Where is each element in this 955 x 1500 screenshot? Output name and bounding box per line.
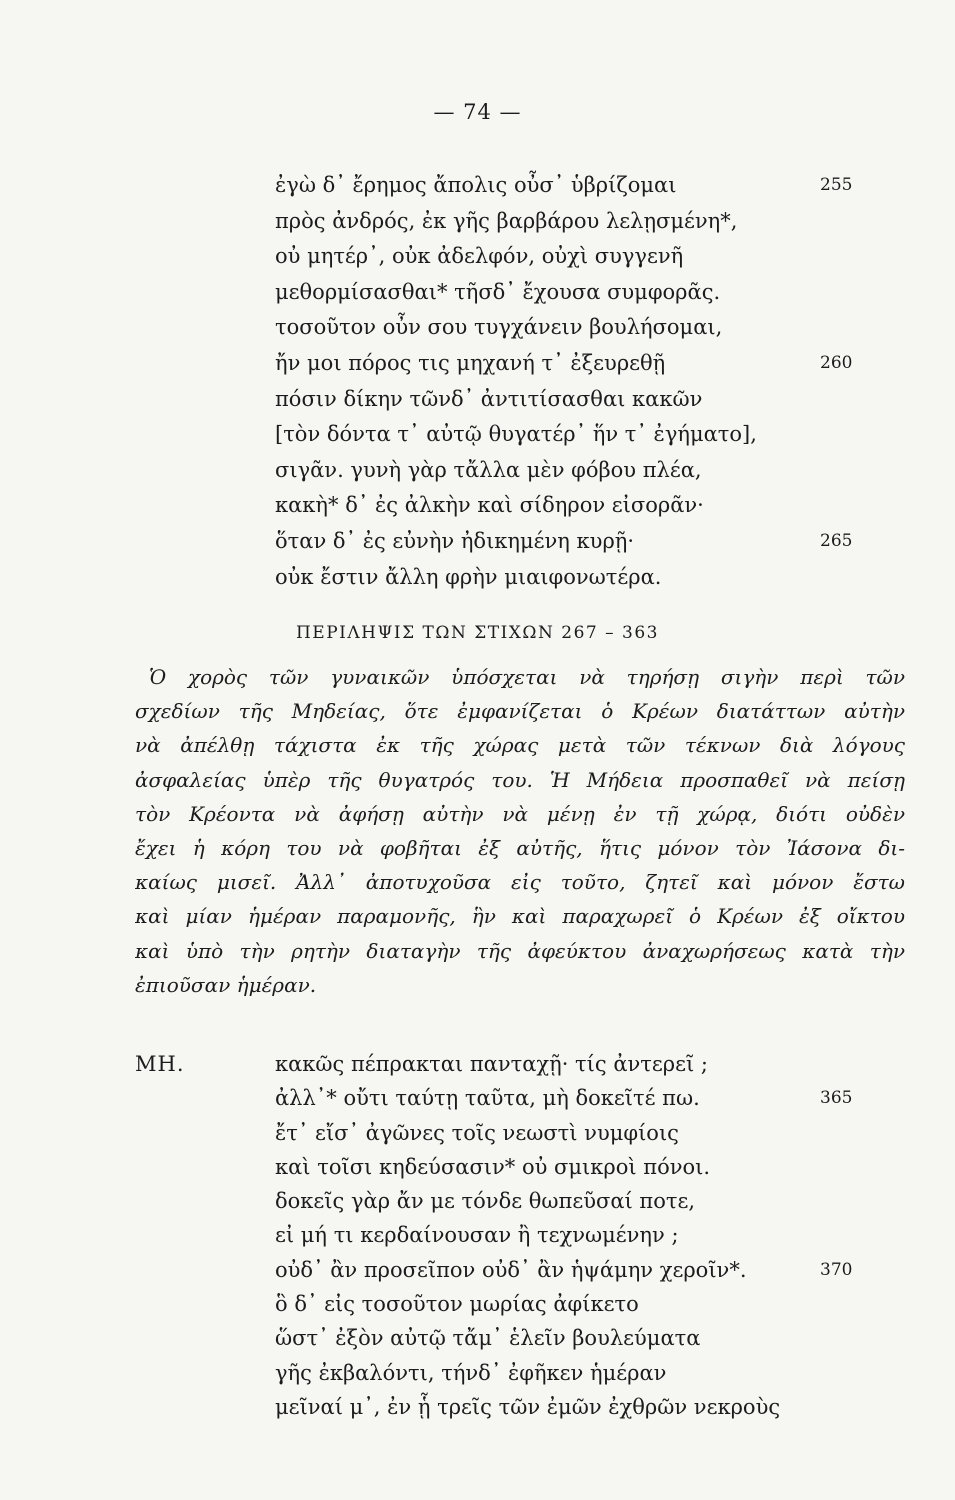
verse-text: σιγᾶν. γυνὴ γὰρ τἄλλα μὲν φόβου πλέα, [275,457,702,482]
speaker-label: ΜΗ. [135,1052,185,1076]
summary-line: Ὁ χορὸς τῶν γυναικῶν ὑπόσχεται νὰ τηρήσῃ σιγὴν περὶ τῶν [149,665,905,689]
verse-line [275,1253,875,1287]
line-number: 255 [820,175,853,195]
verse-line [275,168,875,204]
line-number: 370 [820,1259,853,1280]
page-number: — 74 — [433,100,522,124]
verse-text: πόσιν δίκην τῶνδ᾽ ἀντιτίσασθαι κακῶν [275,386,703,411]
verse-text: ὅταν δ᾽ ἐς εὐνὴν ἠδικημένη κυρῇ· [275,528,635,553]
line-number: 260 [820,352,853,373]
verse-text: ἀλλ᾽* οὔτι ταύτῃ ταῦτα, μὴ δοκεῖτέ πω. [275,1086,700,1111]
verse-line [275,382,875,418]
verse-line [275,1081,875,1115]
verse-text: κακῶς πέπρακται πανταχῇ· τίς ἀντερεῖ ; [275,1052,708,1076]
verse-text: ἤν μοι πόρος τις μηχανή τ᾽ ἐξευρεθῇ [275,350,666,375]
verse-text: μεῖναί μ᾽, ἐν ᾗ τρεῖς τῶν ἐμῶν ἐχθρῶν νεκροὺς [275,1394,781,1419]
verse-line [275,417,875,453]
verse-text: ὥστ᾽ ἐξὸν αὐτῷ τἄμ᾽ ἑλεῖν βουλεύματα [275,1326,701,1351]
verse-text: μεθορμίσασθαι* τῆσδ᾽ ἔχουσα συμφορᾶς. [275,279,721,304]
verse-text: οὐδ᾽ ἂν προσεῖπον οὐδ᾽ ἂν ἡψάμην χεροῖν*. [275,1257,747,1282]
verse-text: ὃ δ᾽ εἰς τοσοῦτον μωρίας ἀφίκετο [275,1292,639,1317]
verse-text: καὶ τοῖσι κηδεύσασιν* οὐ σμικροὶ πόνοι. [275,1154,711,1179]
verse-block-1 [275,168,875,595]
summary-line: τὸν Κρέοντα νὰ ἀφήσῃ αὐτὴν νὰ μένῃ ἐν τῇ χώρᾳ, διότι οὐδὲν [135,801,905,826]
summary-line: ἐπιοῦσαν ἡμέραν. [135,972,317,997]
line-number: 365 [820,1088,853,1109]
summary-line: ἀσφαλείας ὑπὲρ τῆς θυγατρός του. Ἡ Μήδεια προσπαθεῖ νὰ πείσῃ [135,767,905,792]
summary-line: καὶ μίαν ἡμέραν παραμονῆς, ἣν καὶ παραχωρεῖ ὁ Κρέων ἐξ οἴκτου [135,904,905,929]
verse-line [275,1356,875,1390]
verse-line [275,1184,875,1218]
verse-text: εἰ μή τι κερδαίνουσαν ἢ τεχνωμένην ; [275,1223,679,1248]
verse-text: τοσοῦτον οὖν σου τυγχάνειν βουλήσομαι, [275,315,723,340]
summary-paragraph [135,660,905,1002]
verse-line [275,239,875,275]
verse-line [275,275,875,311]
summary-line: καίως μισεῖ. Ἀλλ᾽ ἀποτυχοῦσα εἰς τοῦτο, ζητεῖ καὶ μόνον ἔστω [135,870,905,895]
verse-text: ἐγὼ δ᾽ ἔρημος ἄπολις οὖσ᾽ ὑβρίζομαι [275,173,677,197]
verse-line [275,204,875,240]
verse-line [275,488,875,524]
verse-line [275,1047,875,1081]
verse-block-2 [275,1047,875,1424]
verse-text: [τὸν δόντα τ᾽ αὐτῷ θυγατέρ᾽ ἥν τ᾽ ἐγήματο], [275,422,757,447]
verse-line [275,453,875,489]
verse-line [275,346,875,382]
summary-line: καὶ ὑπὸ τὴν ρητὴν διαταγὴν τῆς ἀφεύκτου ἀναχωρήσεως κατὰ τὴν [135,938,905,963]
verse-line [275,310,875,346]
verse-text: ἔτ᾽ εἴσ᾽ ἀγῶνες τοῖς νεωστὶ νυμφίοις [275,1120,679,1145]
verse-text: οὐ μητέρ᾽, οὐκ ἀδελφόν, οὐχὶ συγγενῆ [275,244,684,269]
verse-line [275,1321,875,1355]
summary-line: σχεδίων τῆς Μηδείας, ὅτε ἐμφανίζεται ὁ Κρέων διατάττων αὐτὴν [135,699,905,724]
verse-text: οὐκ ἔστιν ἄλλη φρὴν μιαιφονωτέρα. [275,564,662,589]
verse-line [275,1287,875,1321]
summary-line: νὰ ἀπέλθῃ τάχιστα ἐκ τῆς χώρας μετὰ τῶν τέκνων διὰ λόγους [135,733,905,758]
summary-line: ἔχει ἡ κόρη του νὰ φοβῆται ἐξ αὐτῆς, ἥτις μόνον τὸν Ἰάσονα δι- [135,835,905,860]
verse-text: πρὸς ἀνδρός, ἐκ γῆς βαρβάρου λελῃσμένη*, [275,208,738,233]
verse-line [275,1390,875,1424]
verse-text: γῆς ἐκβαλόντι, τήνδ᾽ ἐφῆκεν ἡμέραν [275,1360,667,1385]
line-number: 265 [820,530,853,551]
verse-line [275,524,875,560]
verse-line [275,1116,875,1150]
summary-heading: ΠΕΡΙΛΗΨΙΣ ΤΩΝ ΣΤΙΧΩΝ 267 – 363 [295,623,659,643]
verse-line [275,560,875,596]
verse-line [275,1218,875,1252]
verse-text: δοκεῖς γὰρ ἄν με τόνδε θωπεῦσαί ποτε, [275,1189,696,1214]
verse-line [275,1150,875,1184]
verse-text: κακὴ* δ᾽ ἐς ἀλκὴν καὶ σίδηρον εἰσορᾶν· [275,493,704,518]
